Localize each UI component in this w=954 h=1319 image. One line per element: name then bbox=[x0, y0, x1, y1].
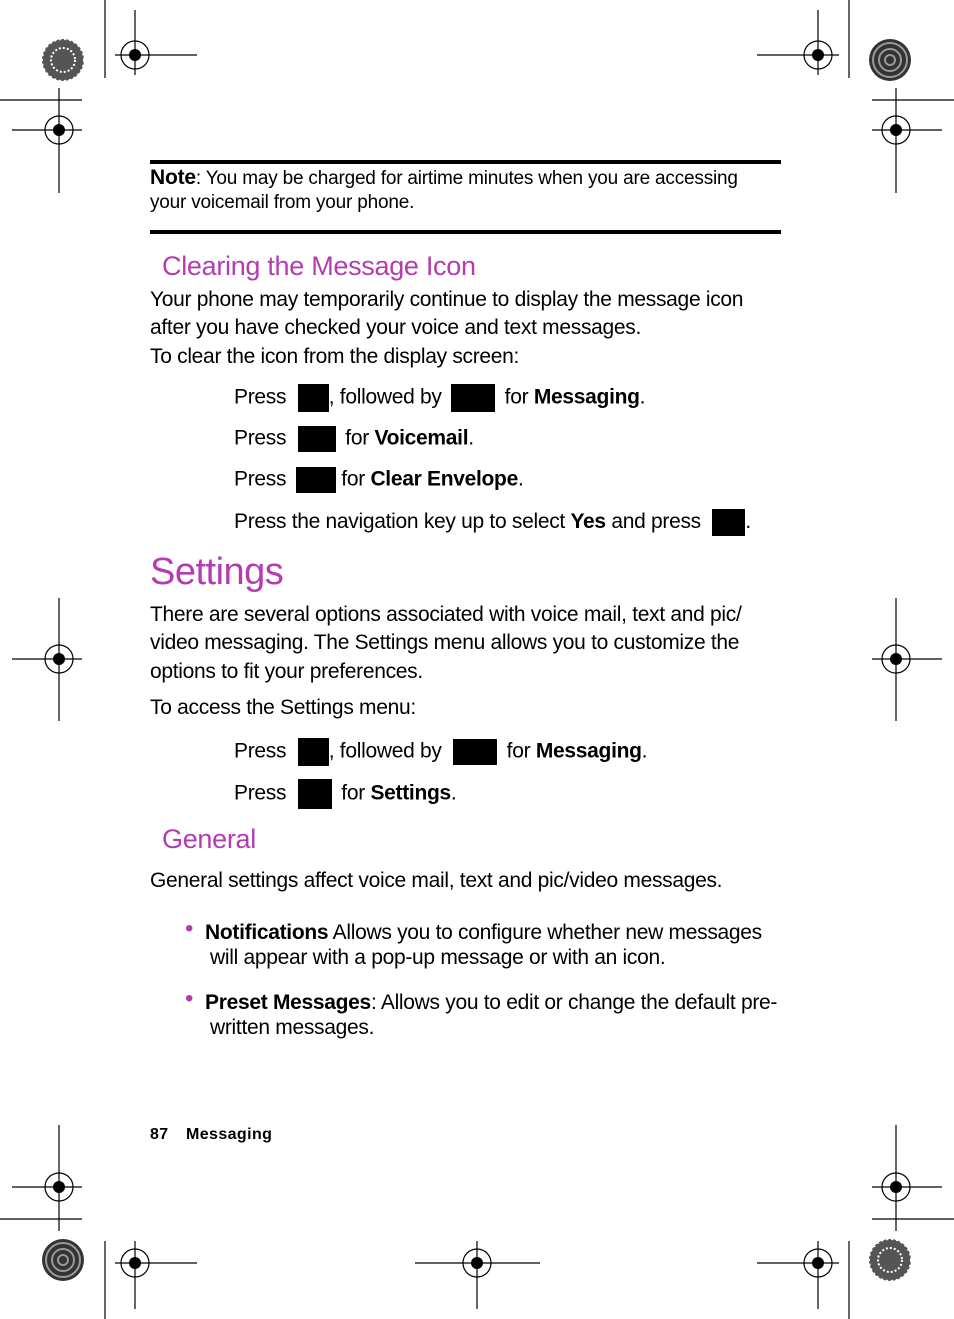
number-key-icon bbox=[298, 779, 332, 809]
bullet-preset-messages bbox=[205, 990, 777, 1040]
step-text: Press bbox=[234, 426, 287, 450]
note-line2: your voicemail from your phone. bbox=[150, 192, 415, 213]
step-text: and press bbox=[611, 510, 701, 534]
step-bold: Messaging bbox=[535, 739, 642, 763]
general-para: General settings affect voice mail, text and pic/video messages. bbox=[150, 869, 723, 892]
step-text: for bbox=[341, 467, 365, 491]
general-heading: General bbox=[162, 824, 256, 854]
step-text: . bbox=[745, 510, 751, 534]
step-text: Press bbox=[234, 467, 287, 491]
step-bold: Messaging bbox=[533, 385, 640, 409]
settings-step-2 bbox=[234, 779, 456, 809]
settings-step-1 bbox=[234, 738, 647, 766]
note-label: Note bbox=[150, 166, 196, 189]
bullet-bold: Preset Messages bbox=[205, 991, 371, 1014]
settings-para-line3: options to fit your preferences. bbox=[150, 660, 423, 683]
note-bottom-rule bbox=[150, 230, 781, 234]
bullet-text: : Allows you to edit or change the default pre- bbox=[370, 991, 778, 1014]
step-text: , followed by bbox=[328, 385, 442, 409]
step-text: . bbox=[468, 426, 474, 450]
step-text: for bbox=[341, 781, 365, 805]
step-text: Press the navigation key up to select bbox=[234, 510, 565, 534]
number-key-icon bbox=[298, 426, 336, 452]
bullet-dot-icon: • bbox=[185, 985, 194, 1012]
bullet-text: Allows you to configure whether new messages bbox=[328, 921, 762, 944]
page-number: 87 bbox=[150, 1126, 169, 1143]
step-text: . bbox=[641, 739, 648, 763]
ok-key-icon bbox=[712, 509, 745, 536]
menu-key-icon bbox=[298, 738, 329, 766]
step-text: . bbox=[639, 385, 646, 409]
step-text: for bbox=[506, 739, 531, 763]
step-bold: Clear Envelope bbox=[370, 467, 518, 491]
note-text bbox=[150, 166, 738, 215]
settings-para-line2: video messaging. The Settings menu allows you to customize the bbox=[150, 631, 740, 654]
step-text: Press bbox=[234, 385, 287, 409]
step-text: Press bbox=[234, 781, 287, 805]
step-text: . bbox=[450, 781, 457, 805]
note-top-rule bbox=[150, 160, 781, 164]
bullet-text: will appear with a pop-up message or with an icon. bbox=[210, 946, 666, 969]
settings-para-line1: There are several options associated with voice mail, text and pic/ bbox=[150, 603, 742, 626]
footer-section: Messaging bbox=[186, 1126, 273, 1143]
step-text: for bbox=[345, 426, 369, 450]
step-text: Press bbox=[234, 739, 287, 763]
bullet-text: written messages. bbox=[210, 1016, 375, 1039]
clearing-step-3 bbox=[234, 467, 524, 493]
number-key-icon bbox=[451, 384, 495, 412]
step-text: for bbox=[504, 385, 529, 409]
settings-heading: Settings bbox=[150, 551, 284, 593]
step-bold: Voicemail bbox=[374, 426, 469, 450]
step-text: . bbox=[517, 467, 524, 491]
bullet-dot-icon: • bbox=[185, 915, 194, 942]
clearing-intro: To clear the icon from the display screen: bbox=[150, 345, 520, 368]
step-text: , followed by bbox=[328, 739, 442, 763]
bullet-bold: Notifications bbox=[205, 921, 329, 944]
note-line1: : You may be charged for airtime minutes when you are accessing bbox=[195, 168, 738, 189]
clearing-step-4 bbox=[234, 509, 751, 536]
clearing-step-1 bbox=[234, 384, 645, 412]
clearing-para-line1: Your phone may temporarily continue to display the message icon bbox=[150, 288, 744, 311]
clearing-heading: Clearing the Message Icon bbox=[162, 251, 476, 281]
bullet-notifications bbox=[205, 920, 762, 970]
clearing-step-2 bbox=[234, 426, 474, 452]
settings-intro: To access the Settings menu: bbox=[150, 696, 416, 719]
menu-key-icon bbox=[298, 384, 329, 412]
step-bold: Settings bbox=[370, 781, 451, 805]
clearing-para-line2: after you have checked your voice and text messages. bbox=[150, 316, 642, 339]
number-key-icon bbox=[296, 467, 336, 493]
number-key-icon bbox=[453, 739, 497, 765]
step-bold: Yes bbox=[570, 510, 606, 534]
